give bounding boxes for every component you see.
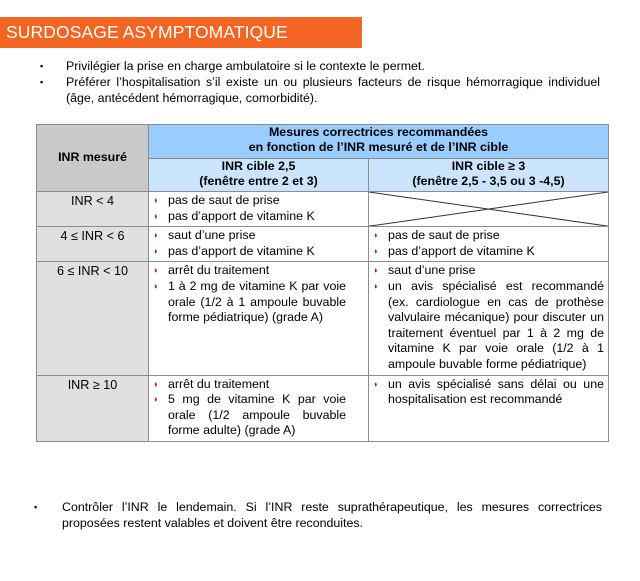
table-header-row xyxy=(37,125,609,159)
intro-item xyxy=(40,74,600,106)
square-bullet-icon: ▪ xyxy=(40,61,44,71)
col1-cell xyxy=(149,227,369,262)
intro-item-text: Privilégier la prise en charge ambulatoire si le contexte le permet. xyxy=(66,59,425,73)
header-col-inr-cible-3 xyxy=(369,159,609,192)
footer-note xyxy=(34,499,602,531)
cross-out-icon xyxy=(369,192,608,226)
header-main-line1: Mesures correctrices recommandées xyxy=(268,125,489,139)
arrow-bullet-icon: ◗ xyxy=(153,378,159,389)
header-col-inr-cible-2-5 xyxy=(149,159,369,192)
arrow-bullet-icon: ◗ xyxy=(153,210,159,221)
header-main-line2: en fonction de l’INR mesuré et de l’INR cible xyxy=(248,140,509,154)
inr-range-cell: INR ≥ 10 xyxy=(37,375,149,441)
arrow-bullet-icon: ◗ xyxy=(153,195,159,205)
list-item: ◗ saut d’une prise xyxy=(153,228,256,243)
arrow-bullet-icon: ◗ xyxy=(153,394,159,405)
intro-item xyxy=(40,58,600,74)
list-item: ◗ pas d’apport de vitamine K xyxy=(153,208,315,223)
inr-measures-table xyxy=(36,124,609,442)
list-item: ◗ 5 mg de vitamine K par voie orale (1/2 ampoule buvable forme adulte) (grade A) xyxy=(153,392,346,438)
intro-list xyxy=(40,58,600,106)
header-col2-line2: (fenêtre 2,5 - 3,5 ou 3 -4,5) xyxy=(412,174,565,188)
list-item: ◗ un avis spécialisé sans délai ou une hospitalisation est recommandé xyxy=(373,376,604,407)
table-row xyxy=(37,375,609,441)
header-col1-line2: (fenêtre entre 2 et 3) xyxy=(199,174,318,188)
list-item: ◗ arrêt du traitement xyxy=(153,263,270,278)
inr-range-cell: INR < 4 xyxy=(37,192,149,227)
col1-cell xyxy=(149,262,369,375)
arrow-bullet-icon: ◗ xyxy=(153,230,159,241)
table-row xyxy=(37,227,609,262)
list-item: ◗ un avis spécialisé est recommandé (ex. cardiologue en cas de prothèse valvulaire mécanique) pour discuter un traitement éventuel par 1 à 2 mg de vitamine K par voie orale (1/2 à 1 ampoule buvable forme pédiatrique) xyxy=(373,278,604,371)
list-item: ◗ pas de saut de prise xyxy=(373,228,500,243)
inr-range-cell: 6 ≤ INR < 10 xyxy=(37,262,149,375)
col1-cell xyxy=(149,375,369,441)
col2-cell xyxy=(369,262,609,375)
arrow-bullet-icon: ◗ xyxy=(373,378,379,389)
col2-cell xyxy=(369,375,609,441)
intro-item-text: Préférer l’hospitalisation s’il existe un ou plusieurs facteurs de risque hémorragique individuel (âge, antécédent hémorragique, comorbidité). xyxy=(66,75,600,105)
arrow-bullet-icon: ◗ xyxy=(373,245,379,256)
list-item: ◗ pas de saut de prise xyxy=(153,193,280,207)
section-title: SURDOSAGE ASYMPTOMATIQUE xyxy=(0,17,362,48)
list-item: ◗ pas d’apport de vitamine K xyxy=(153,243,315,258)
arrow-bullet-icon: ◗ xyxy=(373,265,379,276)
header-col2-line1: INR cible ≥ 3 xyxy=(451,159,526,173)
arrow-bullet-icon: ◗ xyxy=(153,265,159,276)
header-main xyxy=(149,125,609,159)
col1-cell xyxy=(149,192,369,227)
table-row xyxy=(37,192,609,227)
arrow-bullet-icon: ◗ xyxy=(373,230,379,241)
list-item: ◗ pas d’apport de vitamine K xyxy=(373,243,535,258)
square-bullet-icon: ▪ xyxy=(34,502,38,512)
arrow-bullet-icon: ◗ xyxy=(373,280,379,291)
list-item: ◗ 1 à 2 mg de vitamine K par voie orale (1/2 à 1 ampoule buvable forme pédiatrique) (grade A) xyxy=(153,278,346,325)
inr-range-cell: 4 ≤ INR < 6 xyxy=(37,227,149,262)
col2-cell xyxy=(369,227,609,262)
not-applicable-cell xyxy=(369,192,609,227)
square-bullet-icon: ▪ xyxy=(40,77,44,87)
list-item: ◗ arrêt du traitement xyxy=(153,376,270,391)
header-inr-mesure: INR mesuré xyxy=(37,125,149,192)
header-col1-line1: INR cible 2,5 xyxy=(221,159,296,173)
arrow-bullet-icon: ◗ xyxy=(153,280,159,291)
table-row xyxy=(37,262,609,375)
footer-text: Contrôler l’INR le lendemain. Si l’INR reste suprathérapeutique, les mesures correctrices proposées restent valables et doivent être reconduites. xyxy=(62,500,602,530)
arrow-bullet-icon: ◗ xyxy=(153,245,159,256)
list-item: ◗ saut d’une prise xyxy=(373,263,476,278)
